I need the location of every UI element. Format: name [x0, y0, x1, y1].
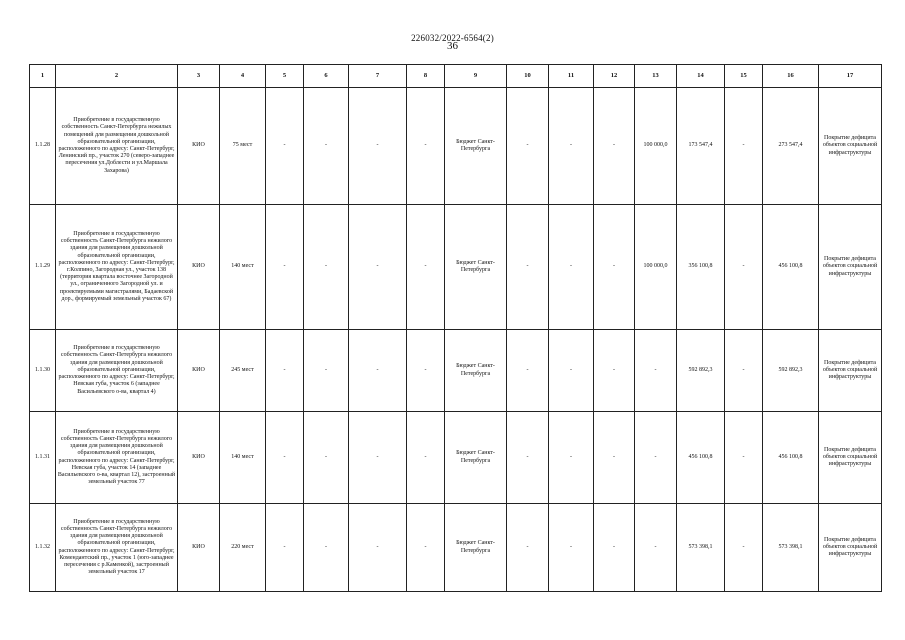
table-cell: - — [725, 504, 763, 592]
document-number: 226032/2022-6564(2) — [411, 33, 494, 43]
table-cell: - — [349, 88, 407, 205]
column-header: 3 — [178, 65, 220, 88]
table-cell: КИО — [178, 412, 220, 504]
table-cell: Бюджет Санкт-Петербурга — [445, 330, 507, 412]
table-cell: Бюджет Санкт-Петербурга — [445, 88, 507, 205]
table-cell: - — [507, 504, 549, 592]
table-cell: 592 892,3 — [677, 330, 725, 412]
table-cell: Бюджет Санкт-Петербурга — [445, 412, 507, 504]
table-row — [30, 504, 882, 592]
table-cell: - — [304, 88, 349, 205]
table-cell: 100 000,0 — [635, 205, 677, 330]
table-cell: - — [507, 88, 549, 205]
table-cell: - — [594, 205, 635, 330]
table-cell: 245 мест — [220, 330, 266, 412]
table-cell: Бюджет Санкт-Петербурга — [445, 504, 507, 592]
table-row — [30, 412, 882, 504]
column-header: 7 — [349, 65, 407, 88]
object-name: Приобретение в государственную собственность Санкт-Петербурга нежилого здания для размещения дошкольной образовательной организации, расположенного по адресу: Санкт-Петербург, Невская губа, участок 6 (западнее Васильевского о-ва, квартал 4) — [56, 330, 178, 412]
table-cell: 273 547,4 — [763, 88, 819, 205]
table-cell: - — [304, 504, 349, 592]
column-header: 2 — [56, 65, 178, 88]
purpose-cell: Покрытие дефицита объектов социальной инфраструктуры — [819, 88, 882, 205]
purpose-cell: Покрытие дефицита объектов социальной инфраструктуры — [819, 412, 882, 504]
table-cell: - — [349, 205, 407, 330]
column-header: 4 — [220, 65, 266, 88]
table-cell: - — [594, 504, 635, 592]
table-cell: - — [549, 504, 594, 592]
table-row — [30, 205, 882, 330]
purpose-cell: Покрытие дефицита объектов социальной инфраструктуры — [819, 330, 882, 412]
table-cell: КИО — [178, 205, 220, 330]
table-cell: 220 мест — [220, 504, 266, 592]
table-cell: 100 000,0 — [635, 88, 677, 205]
table-cell: 592 892,3 — [763, 330, 819, 412]
table-cell: 140 мест — [220, 205, 266, 330]
row-number: 1.1.32 — [30, 504, 56, 592]
column-header: 5 — [266, 65, 304, 88]
table-cell: 140 мест — [220, 412, 266, 504]
row-number: 1.1.30 — [30, 330, 56, 412]
table-cell: 456 100,8 — [763, 205, 819, 330]
table-cell: - — [635, 504, 677, 592]
program-table — [29, 64, 882, 592]
table-cell: - — [507, 205, 549, 330]
column-header: 11 — [549, 65, 594, 88]
table-cell: - — [594, 412, 635, 504]
table-cell: - — [594, 330, 635, 412]
table-cell: - — [725, 412, 763, 504]
table-cell: КИО — [178, 88, 220, 205]
column-header: 9 — [445, 65, 507, 88]
table-cell: - — [266, 88, 304, 205]
table-cell: - — [407, 504, 445, 592]
table-cell: - — [407, 205, 445, 330]
table-cell: КИО — [178, 330, 220, 412]
column-header: 17 — [819, 65, 882, 88]
table-cell: - — [725, 330, 763, 412]
column-header: 1 — [30, 65, 56, 88]
column-header: 13 — [635, 65, 677, 88]
object-name: Приобретение в государственную собственность Санкт-Петербурга нежилых помещений для размещения дошкольной образовательной организации, расположенного по адресу: Санкт-Петербург, Ленинский пр., участок 270 (северо-западнее пересечения ул.Доблести и ул.Маршала Захарова) — [56, 88, 178, 205]
column-header: 6 — [304, 65, 349, 88]
table-cell: - — [549, 330, 594, 412]
table-cell: 356 100,8 — [677, 205, 725, 330]
table-row — [30, 330, 882, 412]
row-number: 1.1.29 — [30, 205, 56, 330]
page-number: 36 — [447, 40, 458, 52]
table-cell: 456 100,8 — [763, 412, 819, 504]
object-name: Приобретение в государственную собственность Санкт-Петербурга нежилого здания для размещения дошкольной образовательной организации, расположенного по адресу: Санкт-Петербург, Комендантский пр., участок 1 (юго-западнее пересечения с р.Каменкой), застроенный земельный участок 17 — [56, 504, 178, 592]
table-cell: - — [304, 412, 349, 504]
row-number: 1.1.28 — [30, 88, 56, 205]
table-cell: 573 398,1 — [763, 504, 819, 592]
table-cell: - — [407, 330, 445, 412]
purpose-cell: Покрытие дефицита объектов социальной инфраструктуры — [819, 504, 882, 592]
table-cell: 173 547,4 — [677, 88, 725, 205]
table-cell: - — [349, 412, 407, 504]
table-header-row — [30, 65, 882, 88]
column-header: 14 — [677, 65, 725, 88]
table-cell: - — [266, 412, 304, 504]
column-header: 10 — [507, 65, 549, 88]
table-cell: 573 398,1 — [677, 504, 725, 592]
table-cell: - — [549, 205, 594, 330]
column-header: 16 — [763, 65, 819, 88]
table-cell: - — [507, 412, 549, 504]
table-cell: - — [407, 412, 445, 504]
table-cell: - — [304, 205, 349, 330]
table-cell: - — [349, 504, 407, 592]
table-cell: Бюджет Санкт-Петербурга — [445, 205, 507, 330]
table-cell: - — [635, 412, 677, 504]
column-header: 8 — [407, 65, 445, 88]
table-cell: - — [349, 330, 407, 412]
table-cell: - — [266, 205, 304, 330]
table-cell: - — [549, 412, 594, 504]
purpose-cell: Покрытие дефицита объектов социальной инфраструктуры — [819, 205, 882, 330]
object-name: Приобретение в государственную собственность Санкт-Петербурга нежилого здания для размещения дошкольной образовательной организации, расположенного по адресу: Санкт-Петербург, г.Колпино, Загородная ул., участок 138 (территория квартала восточнее Загородной ул., ограниченного Загородной ул. и проектируемыми магистралями, Бадаевской дор., формируемый земельный участок 67) — [56, 205, 178, 330]
table-cell: - — [549, 88, 594, 205]
table-cell: - — [725, 205, 763, 330]
row-number: 1.1.31 — [30, 412, 56, 504]
table-cell: - — [407, 88, 445, 205]
table-cell: - — [507, 330, 549, 412]
column-header: 15 — [725, 65, 763, 88]
table-cell: 456 100,8 — [677, 412, 725, 504]
object-name: Приобретение в государственную собственность Санкт-Петербурга нежилого здания для размещения дошкольной образовательной организации, расположенного по адресу: Санкт-Петербург, Невская губа, участок 14 (западнее Васильевского о-ва, квартал 12), застроенный земельный участок 77 — [56, 412, 178, 504]
table-row — [30, 88, 882, 205]
table-cell: КИО — [178, 504, 220, 592]
table-cell: - — [304, 330, 349, 412]
table-cell: - — [635, 330, 677, 412]
table-cell: - — [266, 504, 304, 592]
column-header: 12 — [594, 65, 635, 88]
table-cell: - — [266, 330, 304, 412]
table-cell: - — [594, 88, 635, 205]
table-cell: 75 мест — [220, 88, 266, 205]
table-cell: - — [725, 88, 763, 205]
